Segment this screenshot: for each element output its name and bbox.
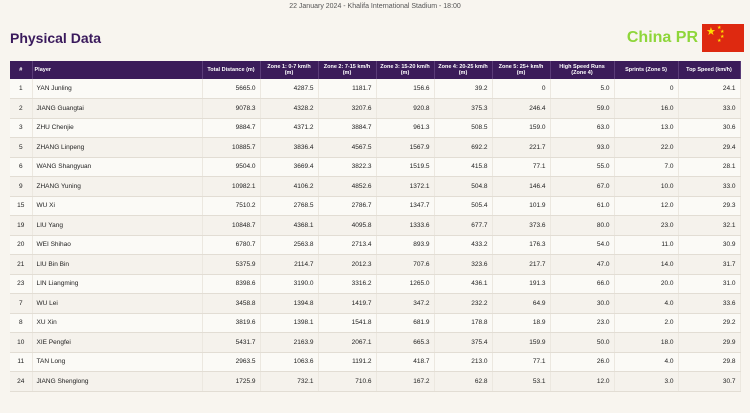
- sprints-cell: 18.0: [614, 333, 678, 353]
- column-header-top-speed: Top Speed (km/h): [678, 61, 740, 79]
- zone4-distance-cell: 375.3: [434, 99, 492, 119]
- player-number-cell: 24: [10, 372, 32, 392]
- zone2-distance-cell: 4852.6: [318, 177, 376, 197]
- zone3-distance-cell: 707.6: [376, 255, 434, 275]
- flag-star-icon: ★: [720, 29, 725, 35]
- total-distance-cell: 5431.7: [202, 333, 260, 353]
- player-number-cell: 11: [10, 352, 32, 372]
- zone1-distance-cell: 4368.1: [260, 216, 318, 236]
- total-distance-cell: 8398.6: [202, 274, 260, 294]
- table-row: [10, 294, 740, 314]
- total-distance-cell: 9504.0: [202, 157, 260, 177]
- zone1-distance-cell: 4106.2: [260, 177, 318, 197]
- flag-star-icon: ★: [706, 26, 716, 38]
- zone2-distance-cell: 4567.5: [318, 138, 376, 158]
- zone5-distance-cell: 159.9: [492, 333, 550, 353]
- table-row: [10, 157, 740, 177]
- zone1-distance-cell: 2163.9: [260, 333, 318, 353]
- zone5-distance-cell: 373.6: [492, 216, 550, 236]
- table-row: [10, 99, 740, 119]
- top-speed-cell: 30.7: [678, 372, 740, 392]
- high-speed-runs-cell: 66.0: [550, 274, 614, 294]
- zone3-distance-cell: 893.9: [376, 235, 434, 255]
- zone3-distance-cell: 665.3: [376, 333, 434, 353]
- zone2-distance-cell: 2786.7: [318, 196, 376, 216]
- column-header-total-distance: Total Distance (m): [202, 61, 260, 79]
- sprints-cell: 22.0: [614, 138, 678, 158]
- sprints-cell: 16.0: [614, 99, 678, 119]
- table-row: [10, 372, 740, 392]
- table-row: [10, 255, 740, 275]
- total-distance-cell: 10982.1: [202, 177, 260, 197]
- zone5-distance-cell: 101.9: [492, 196, 550, 216]
- zone2-distance-cell: 2012.3: [318, 255, 376, 275]
- player-name-cell: ZHANG Yuning: [32, 177, 202, 197]
- sprints-cell: 4.0: [614, 294, 678, 314]
- high-speed-runs-cell: 30.0: [550, 294, 614, 314]
- table-row: [10, 138, 740, 158]
- zone4-distance-cell: 505.4: [434, 196, 492, 216]
- column-header-zone5: Zone 5: 25+ km/h (m): [492, 61, 550, 79]
- zone1-distance-cell: 4328.2: [260, 99, 318, 119]
- zone2-distance-cell: 1191.2: [318, 352, 376, 372]
- sprints-cell: 4.0: [614, 352, 678, 372]
- flag-star-icon: ★: [717, 38, 722, 44]
- zone3-distance-cell: 156.6: [376, 79, 434, 99]
- zone5-distance-cell: 217.7: [492, 255, 550, 275]
- high-speed-runs-cell: 61.0: [550, 196, 614, 216]
- zone1-distance-cell: 2114.7: [260, 255, 318, 275]
- zone2-distance-cell: 3884.7: [318, 118, 376, 138]
- table-row: [10, 313, 740, 333]
- zone1-distance-cell: 4371.2: [260, 118, 318, 138]
- zone1-distance-cell: 1398.1: [260, 313, 318, 333]
- zone4-distance-cell: 415.8: [434, 157, 492, 177]
- high-speed-runs-cell: 55.0: [550, 157, 614, 177]
- top-speed-cell: 29.9: [678, 333, 740, 353]
- zone4-distance-cell: 323.6: [434, 255, 492, 275]
- zone5-distance-cell: 159.0: [492, 118, 550, 138]
- player-name-cell: LIN Liangming: [32, 274, 202, 294]
- player-name-cell: TAN Long: [32, 352, 202, 372]
- total-distance-cell: 5665.0: [202, 79, 260, 99]
- top-speed-cell: 29.2: [678, 313, 740, 333]
- player-name-cell: XU Xin: [32, 313, 202, 333]
- zone2-distance-cell: 2067.1: [318, 333, 376, 353]
- page-header: [0, 22, 750, 60]
- high-speed-runs-cell: 93.0: [550, 138, 614, 158]
- sprints-cell: 11.0: [614, 235, 678, 255]
- total-distance-cell: 7510.2: [202, 196, 260, 216]
- total-distance-cell: 9884.7: [202, 118, 260, 138]
- table-row: [10, 177, 740, 197]
- column-header-sprints: Sprints (Zone 5): [614, 61, 678, 79]
- total-distance-cell: 10848.7: [202, 216, 260, 236]
- table-row: [10, 118, 740, 138]
- top-speed-cell: 29.8: [678, 352, 740, 372]
- match-info: 22 January 2024 - Khalifa International Stadium - 18:00: [289, 3, 461, 10]
- zone3-distance-cell: 167.2: [376, 372, 434, 392]
- zone1-distance-cell: 3669.4: [260, 157, 318, 177]
- zone3-distance-cell: 681.9: [376, 313, 434, 333]
- top-speed-cell: 30.9: [678, 235, 740, 255]
- zone1-distance-cell: 732.1: [260, 372, 318, 392]
- flag-star-icon: ★: [717, 25, 722, 31]
- total-distance-cell: 6780.7: [202, 235, 260, 255]
- player-number-cell: 19: [10, 216, 32, 236]
- player-name-cell: WANG Shangyuan: [32, 157, 202, 177]
- zone5-distance-cell: 77.1: [492, 157, 550, 177]
- player-number-cell: 8: [10, 313, 32, 333]
- zone5-distance-cell: 191.3: [492, 274, 550, 294]
- sprints-cell: 14.0: [614, 255, 678, 275]
- zone2-distance-cell: 3822.3: [318, 157, 376, 177]
- top-speed-cell: 24.1: [678, 79, 740, 99]
- column-header-zone4: Zone 4: 20-25 km/h (m): [434, 61, 492, 79]
- zone4-distance-cell: 39.2: [434, 79, 492, 99]
- high-speed-runs-cell: 59.0: [550, 99, 614, 119]
- zone4-distance-cell: 436.1: [434, 274, 492, 294]
- sprints-cell: 13.0: [614, 118, 678, 138]
- zone5-distance-cell: 176.3: [492, 235, 550, 255]
- high-speed-runs-cell: 5.0: [550, 79, 614, 99]
- physical-data-table-wrap: [10, 61, 740, 392]
- player-number-cell: 10: [10, 333, 32, 353]
- zone2-distance-cell: 4095.8: [318, 216, 376, 236]
- zone2-distance-cell: 710.6: [318, 372, 376, 392]
- player-number-cell: 9: [10, 177, 32, 197]
- top-speed-cell: 33.6: [678, 294, 740, 314]
- total-distance-cell: 3458.8: [202, 294, 260, 314]
- sprints-cell: 7.0: [614, 157, 678, 177]
- total-distance-cell: 10885.7: [202, 138, 260, 158]
- player-number-cell: 15: [10, 196, 32, 216]
- zone1-distance-cell: 2768.5: [260, 196, 318, 216]
- top-speed-cell: 33.0: [678, 99, 740, 119]
- sprints-cell: 12.0: [614, 196, 678, 216]
- zone5-distance-cell: 53.1: [492, 372, 550, 392]
- column-header-zone2: Zone 2: 7-15 km/h (m): [318, 61, 376, 79]
- zone4-distance-cell: 677.7: [434, 216, 492, 236]
- total-distance-cell: 5375.9: [202, 255, 260, 275]
- high-speed-runs-cell: 67.0: [550, 177, 614, 197]
- player-number-cell: 2: [10, 99, 32, 119]
- high-speed-runs-cell: 12.0: [550, 372, 614, 392]
- player-name-cell: WU Lei: [32, 294, 202, 314]
- player-number-cell: 5: [10, 138, 32, 158]
- zone3-distance-cell: 418.7: [376, 352, 434, 372]
- zone3-distance-cell: 1265.0: [376, 274, 434, 294]
- table-row: [10, 235, 740, 255]
- column-header-high-speed-runs: High Speed Runs (Zone 4): [550, 61, 614, 79]
- zone5-distance-cell: 146.4: [492, 177, 550, 197]
- zone4-distance-cell: 504.8: [434, 177, 492, 197]
- player-number-cell: 3: [10, 118, 32, 138]
- table-row: [10, 333, 740, 353]
- sprints-cell: 3.0: [614, 372, 678, 392]
- zone4-distance-cell: 375.4: [434, 333, 492, 353]
- zone5-distance-cell: 246.4: [492, 99, 550, 119]
- table-row: [10, 352, 740, 372]
- zone1-distance-cell: 1394.8: [260, 294, 318, 314]
- top-speed-cell: 31.0: [678, 274, 740, 294]
- zone4-distance-cell: 62.8: [434, 372, 492, 392]
- zone4-distance-cell: 433.2: [434, 235, 492, 255]
- player-number-cell: 7: [10, 294, 32, 314]
- total-distance-cell: 9078.3: [202, 99, 260, 119]
- high-speed-runs-cell: 26.0: [550, 352, 614, 372]
- column-header-player: Player: [32, 61, 202, 79]
- top-speed-cell: 31.7: [678, 255, 740, 275]
- top-speed-cell: 32.1: [678, 216, 740, 236]
- table-row: [10, 196, 740, 216]
- player-number-cell: 20: [10, 235, 32, 255]
- zone1-distance-cell: 3190.0: [260, 274, 318, 294]
- player-name-cell: WU Xi: [32, 196, 202, 216]
- zone2-distance-cell: 2713.4: [318, 235, 376, 255]
- player-name-cell: ZHU Chenjie: [32, 118, 202, 138]
- total-distance-cell: 1725.9: [202, 372, 260, 392]
- table-row: [10, 274, 740, 294]
- zone3-distance-cell: 1372.1: [376, 177, 434, 197]
- high-speed-runs-cell: 63.0: [550, 118, 614, 138]
- player-name-cell: LIU Bin Bin: [32, 255, 202, 275]
- sprints-cell: 10.0: [614, 177, 678, 197]
- player-name-cell: ZHANG Linpeng: [32, 138, 202, 158]
- zone5-distance-cell: 77.1: [492, 352, 550, 372]
- table-header-row: [10, 61, 740, 79]
- zone1-distance-cell: 3836.4: [260, 138, 318, 158]
- player-name-cell: LIU Yang: [32, 216, 202, 236]
- player-name-cell: YAN Junling: [32, 79, 202, 99]
- zone3-distance-cell: 347.2: [376, 294, 434, 314]
- zone4-distance-cell: 232.2: [434, 294, 492, 314]
- zone4-distance-cell: 213.0: [434, 352, 492, 372]
- table-row: [10, 216, 740, 236]
- top-speed-cell: 30.6: [678, 118, 740, 138]
- player-number-cell: 1: [10, 79, 32, 99]
- zone2-distance-cell: 3207.6: [318, 99, 376, 119]
- zone1-distance-cell: 2563.8: [260, 235, 318, 255]
- top-speed-cell: 29.4: [678, 138, 740, 158]
- zone1-distance-cell: 4287.5: [260, 79, 318, 99]
- physical-data-table: [10, 61, 741, 392]
- sprints-cell: 2.0: [614, 313, 678, 333]
- player-name-cell: JIANG Shenglong: [32, 372, 202, 392]
- zone4-distance-cell: 508.5: [434, 118, 492, 138]
- zone4-distance-cell: 692.2: [434, 138, 492, 158]
- sprints-cell: 20.0: [614, 274, 678, 294]
- sprints-cell: 0: [614, 79, 678, 99]
- team-name: China PR: [626, 29, 698, 46]
- player-number-cell: 6: [10, 157, 32, 177]
- high-speed-runs-cell: 50.0: [550, 333, 614, 353]
- zone5-distance-cell: 0: [492, 79, 550, 99]
- high-speed-runs-cell: 47.0: [550, 255, 614, 275]
- column-header-zone1: Zone 1: 0-7 km/h (m): [260, 61, 318, 79]
- zone5-distance-cell: 18.9: [492, 313, 550, 333]
- zone5-distance-cell: 221.7: [492, 138, 550, 158]
- zone3-distance-cell: 1567.9: [376, 138, 434, 158]
- zone2-distance-cell: 1419.7: [318, 294, 376, 314]
- top-speed-cell: 28.1: [678, 157, 740, 177]
- column-header-zone3: Zone 3: 15-20 km/h (m): [376, 61, 434, 79]
- zone2-distance-cell: 1181.7: [318, 79, 376, 99]
- player-name-cell: JIANG Guangtai: [32, 99, 202, 119]
- zone3-distance-cell: 961.3: [376, 118, 434, 138]
- column-header-number: #: [10, 61, 32, 79]
- zone1-distance-cell: 1063.6: [260, 352, 318, 372]
- zone2-distance-cell: 1541.8: [318, 313, 376, 333]
- high-speed-runs-cell: 54.0: [550, 235, 614, 255]
- zone3-distance-cell: 1333.6: [376, 216, 434, 236]
- player-number-cell: 21: [10, 255, 32, 275]
- zone3-distance-cell: 920.8: [376, 99, 434, 119]
- sprints-cell: 23.0: [614, 216, 678, 236]
- zone4-distance-cell: 178.8: [434, 313, 492, 333]
- high-speed-runs-cell: 23.0: [550, 313, 614, 333]
- player-name-cell: WEI Shihao: [32, 235, 202, 255]
- zone5-distance-cell: 64.9: [492, 294, 550, 314]
- top-speed-cell: 33.0: [678, 177, 740, 197]
- zone2-distance-cell: 3316.2: [318, 274, 376, 294]
- china-flag-icon: [702, 24, 744, 52]
- table-row: [10, 79, 740, 99]
- player-name-cell: XIE Pengfei: [32, 333, 202, 353]
- top-speed-cell: 29.3: [678, 196, 740, 216]
- table-body: [10, 79, 740, 391]
- flag-star-icon: ★: [720, 34, 725, 40]
- player-number-cell: 23: [10, 274, 32, 294]
- total-distance-cell: 3819.6: [202, 313, 260, 333]
- zone3-distance-cell: 1347.7: [376, 196, 434, 216]
- total-distance-cell: 2963.5: [202, 352, 260, 372]
- zone3-distance-cell: 1519.5: [376, 157, 434, 177]
- page-title: Physical Data: [10, 30, 102, 46]
- high-speed-runs-cell: 80.0: [550, 216, 614, 236]
